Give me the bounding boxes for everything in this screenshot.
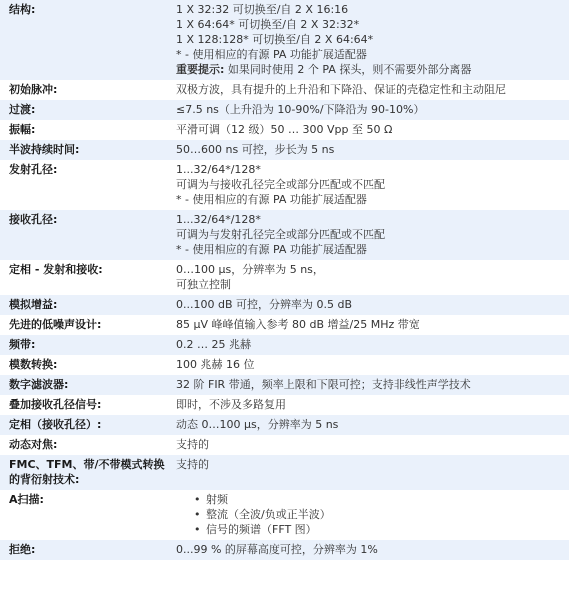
spec-label: 频带: xyxy=(0,335,167,355)
spec-value xyxy=(167,395,569,415)
spec-label: A扫描: xyxy=(0,490,167,540)
bullet-item: • 射频 xyxy=(194,492,565,507)
spec-value-line: 0...99 % 的屏幕高度可控，分辨率为 1% xyxy=(176,543,378,556)
spec-value-line: 50…600 ns 可控，步长为 5 ns xyxy=(176,143,335,156)
spec-value xyxy=(167,160,569,210)
spec-row xyxy=(0,455,569,490)
spec-value xyxy=(167,210,569,260)
important-note xyxy=(176,62,565,77)
spec-label: 拒绝: xyxy=(0,540,167,560)
spec-label: 模数转换: xyxy=(0,355,167,375)
spec-label: 模拟增益: xyxy=(0,295,167,315)
spec-value xyxy=(167,435,569,455)
spec-value-line: 0.2 … 25 兆赫 xyxy=(176,338,251,351)
spec-value-line: * - 使用相应的有源 PA 功能扩展适配器 xyxy=(176,48,367,61)
spec-value-line: 平滑可调（12 级）50 … 300 Vpp 至 50 Ω xyxy=(176,123,393,136)
spec-row xyxy=(0,0,569,80)
spec-label: 先进的低噪声设计: xyxy=(0,315,167,335)
spec-label: 振幅: xyxy=(0,120,167,140)
spec-value xyxy=(167,335,569,355)
spec-value-line: 1 X 128:128* 可切换至/自 2 X 64:64* xyxy=(176,33,374,46)
spec-value-line: 0…100 µs，分辨率为 5 ns， xyxy=(176,263,324,276)
spec-value xyxy=(167,295,569,315)
spec-row xyxy=(0,395,569,415)
spec-label: 初始脉冲: xyxy=(0,80,167,100)
spec-row xyxy=(0,315,569,335)
spec-value-line: 85 µV 峰峰值输入参考 80 dB 增益/25 MHz 带宽 xyxy=(176,318,420,331)
spec-row xyxy=(0,335,569,355)
spec-row xyxy=(0,140,569,160)
spec-label: 数字滤波器: xyxy=(0,375,167,395)
spec-value-line: * - 使用相应的有源 PA 功能扩展适配器 xyxy=(176,193,367,206)
spec-row xyxy=(0,160,569,210)
spec-row xyxy=(0,210,569,260)
spec-value-line: 32 阶 FIR 带通，频率上限和下限可控；支持非线性声学技术 xyxy=(176,378,471,391)
spec-row xyxy=(0,435,569,455)
spec-label: 过渡: xyxy=(0,100,167,120)
spec-row xyxy=(0,260,569,295)
spec-value xyxy=(167,355,569,375)
spec-value-line: 1 X 64:64* 可切换至/自 2 X 32:32* xyxy=(176,18,360,31)
spec-row xyxy=(0,375,569,395)
spec-label: 接收孔径: xyxy=(0,210,167,260)
spec-value-line: 可调为与接收孔径完全或部分匹配或不匹配 xyxy=(176,178,385,191)
spec-row xyxy=(0,540,569,560)
spec-label: 定相 - 发射和接收: xyxy=(0,260,167,295)
spec-value-line: 1 X 32:32 可切换至/自 2 X 16:16 xyxy=(176,3,349,16)
spec-value xyxy=(167,375,569,395)
spec-row xyxy=(0,120,569,140)
spec-label: FMC、TFM、带/不带模式转换的背衍射技术: xyxy=(0,455,167,490)
spec-value-line: 双极方波，具有提升的上升沿和下降沿、保证的壳稳定性和主动阻尼 xyxy=(176,83,506,96)
spec-value xyxy=(167,455,569,490)
spec-value-line: 1...32/64*/128* xyxy=(176,213,261,226)
spec-row xyxy=(0,490,569,540)
spec-value-line: 支持的 xyxy=(176,458,209,471)
spec-row xyxy=(0,355,569,375)
spec-value xyxy=(167,120,569,140)
spec-label: 结构: xyxy=(0,0,167,80)
spec-value xyxy=(167,315,569,335)
spec-value-line: 动态 0…100 µs，分辨率为 5 ns xyxy=(176,418,339,431)
spec-value-line: 可独立控制 xyxy=(176,278,231,291)
spec-value-line: 100 兆赫 16 位 xyxy=(176,358,255,371)
spec-value-line: 支持的 xyxy=(176,438,209,451)
spec-value xyxy=(167,415,569,435)
important-note-text: 如果同时使用 2 个 PA 探头，则不需要外部分离器 xyxy=(224,63,472,76)
spec-value-line: 1...32/64*/128* xyxy=(176,163,261,176)
spec-value-line: 可调为与发射孔径完全或部分匹配或不匹配 xyxy=(176,228,385,241)
spec-label: 定相（接收孔径）: xyxy=(0,415,167,435)
bullet-item: • 信号的频谱（FFT 图） xyxy=(194,522,565,537)
spec-value-line: 即时，不涉及多路复用 xyxy=(176,398,286,411)
spec-value xyxy=(167,0,569,80)
spec-label: 半波持续时间: xyxy=(0,140,167,160)
spec-value-line: * - 使用相应的有源 PA 功能扩展适配器 xyxy=(176,243,367,256)
spec-value xyxy=(167,260,569,295)
bullet-list xyxy=(176,492,565,537)
spec-row xyxy=(0,415,569,435)
spec-value xyxy=(167,540,569,560)
spec-row xyxy=(0,100,569,120)
important-note-label: 重要提示: xyxy=(176,63,225,76)
spec-row xyxy=(0,80,569,100)
spec-row xyxy=(0,295,569,315)
spec-label: 叠加接收孔径信号: xyxy=(0,395,167,415)
spec-value xyxy=(167,80,569,100)
spec-value xyxy=(167,490,569,540)
bullet-item: • 整流（全波/负或正半波） xyxy=(194,507,565,522)
spec-value xyxy=(167,140,569,160)
spec-label: 发射孔径: xyxy=(0,160,167,210)
spec-value-line: ≤7.5 ns（上升沿为 10-90%/下降沿为 90-10%） xyxy=(176,103,425,116)
spec-value xyxy=(167,100,569,120)
spec-value-line: 0...100 dB 可控，分辨率为 0.5 dB xyxy=(176,298,353,311)
spec-label: 动态对焦: xyxy=(0,435,167,455)
